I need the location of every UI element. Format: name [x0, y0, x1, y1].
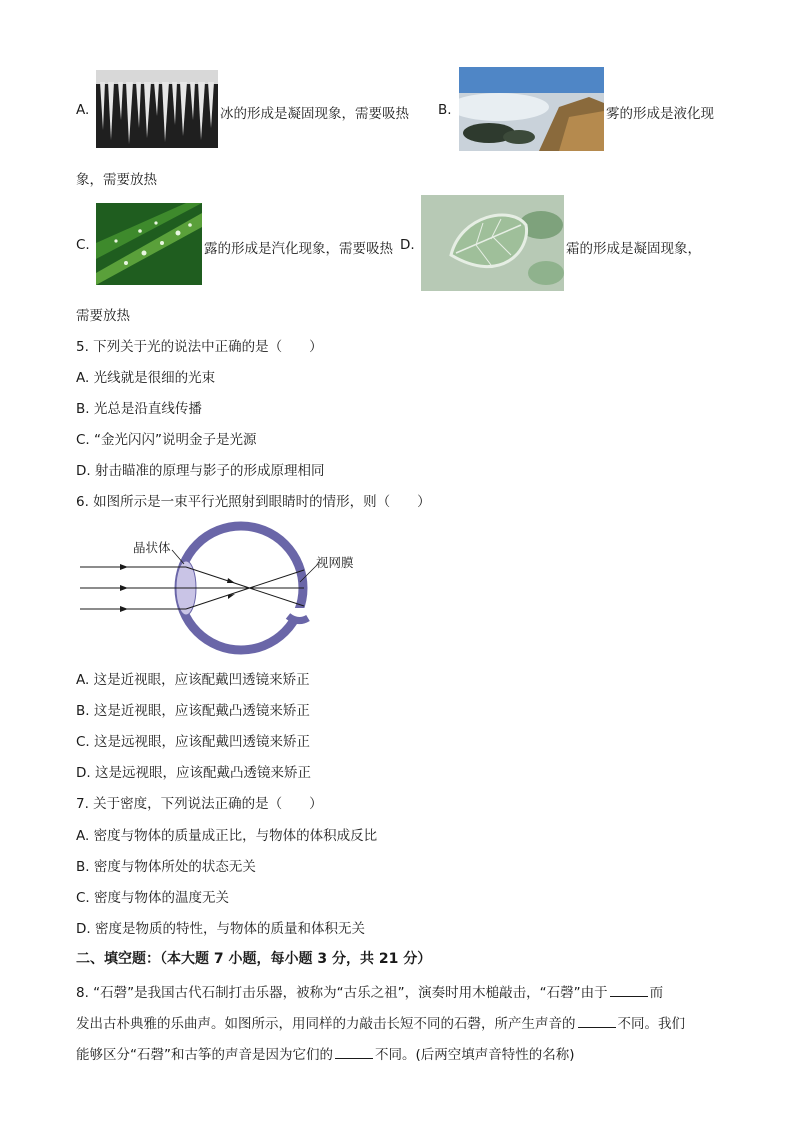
option-d-label: D.: [400, 237, 415, 253]
q5-stem: 5. 下列关于光的说法中正确的是（ ）: [76, 339, 323, 355]
q8-line-3: [76, 1043, 575, 1063]
option-d-continued: 需要放热: [76, 308, 130, 324]
option-a-label: A.: [76, 102, 90, 118]
option-c-text: 露的形成是汽化现象，需要吸热: [204, 241, 393, 257]
q5-option-b: B. 光总是沿直线传播: [76, 401, 202, 417]
retina-label: 视网膜: [316, 555, 354, 570]
q5-option-c: C. “金光闪闪”说明金子是光源: [76, 432, 257, 448]
q8-line-1: [76, 981, 663, 1001]
option-b-continued: 象，需要放热: [76, 172, 157, 188]
eye-diagram: [76, 520, 376, 660]
q6-option-d: D. 这是远视眼，应该配戴凸透镜来矫正: [76, 765, 311, 781]
q8-text-3b: 不同。(后两空填声音特性的名称): [375, 1047, 575, 1063]
q8-blank-2[interactable]: [578, 1015, 616, 1028]
icicle-photo: [96, 70, 218, 148]
q7-option-b: B. 密度与物体所处的状态无关: [76, 859, 256, 875]
eye-diagram-svg: [76, 520, 376, 660]
option-b-label: B.: [438, 102, 452, 118]
q8-text-2b: 不同。我们: [617, 1016, 685, 1032]
q6-stem: 6. 如图所示是一束平行光照射到眼睛时的情形，则（ ）: [76, 494, 431, 510]
q8-line-2: [76, 1012, 685, 1032]
dew-photo: [96, 203, 202, 285]
q8-text-3a: 能够区分“石磬”和古筝的声音是因为它们的: [76, 1047, 333, 1063]
q5-option-d: D. 射击瞄准的原理与影子的形成原理相同: [76, 463, 325, 479]
fog-landscape-icon: [459, 67, 604, 151]
option-b-text: 雾的形成是液化现: [606, 106, 714, 122]
q8-text-2a: 发出古朴典雅的乐曲声。如图所示，用同样的力敲击长短不同的石磬，所产生声音的: [76, 1016, 576, 1032]
q8-blank-3[interactable]: [335, 1046, 373, 1059]
dew-grass-icon: [96, 203, 202, 285]
frost-photo: [421, 195, 564, 291]
q8-text-1b: 而: [649, 985, 664, 1001]
q6-option-b: B. 这是近视眼，应该配戴凸透镜来矫正: [76, 703, 310, 719]
fog-photo: [459, 67, 604, 151]
q8-blank-1[interactable]: [610, 984, 648, 997]
q7-option-c: C. 密度与物体的温度无关: [76, 890, 230, 906]
q6-option-a: A. 这是近视眼，应该配戴凹透镜来矫正: [76, 672, 310, 688]
option-a-text: 冰的形成是凝固现象，需要吸热: [220, 106, 409, 122]
option-c-label: C.: [76, 237, 90, 253]
icicle-icon: [96, 70, 218, 148]
q7-option-d: D. 密度是物质的特性，与物体的质量和体积无关: [76, 921, 365, 937]
frost-leaf-icon: [421, 195, 564, 291]
q7-stem: 7. 关于密度，下列说法正确的是（ ）: [76, 796, 323, 812]
option-d-text: 霜的形成是凝固现象，: [566, 241, 701, 257]
q6-option-c: C. 这是远视眼，应该配戴凹透镜来矫正: [76, 734, 311, 750]
lens-label: 晶状体: [133, 540, 171, 555]
section-title: 二、填空题：（本大题 7 小题，每小题 3 分，共 21 分）: [76, 951, 432, 967]
q5-option-a: A. 光线就是很细的光束: [76, 370, 216, 386]
q8-text-1a: 8. “石磬”是我国古代石制打击乐器，被称为“古乐之祖”，演奏时用木槌敲击，“石磬”由于: [76, 985, 608, 1001]
q7-option-a: A. 密度与物体的质量成正比，与物体的体积成反比: [76, 828, 378, 844]
